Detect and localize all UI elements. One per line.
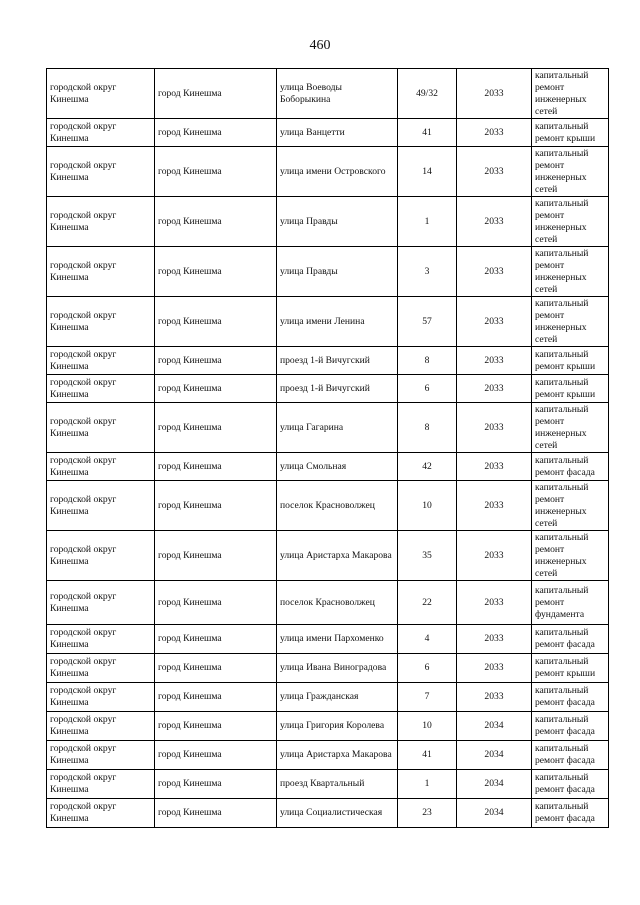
- city-cell: город Кинешма: [155, 654, 277, 683]
- house-number-cell: 3: [398, 247, 457, 297]
- work-type-cell: капитальный ремонт инженерных сетей: [532, 297, 609, 347]
- city-cell: город Кинешма: [155, 741, 277, 770]
- district-cell: городской округ Кинешма: [47, 581, 155, 625]
- city-cell: город Кинешма: [155, 197, 277, 247]
- house-number-cell: 1: [398, 770, 457, 799]
- district-cell: городской округ Кинешма: [47, 297, 155, 347]
- house-number-cell: 10: [398, 712, 457, 741]
- city-cell: город Кинешма: [155, 625, 277, 654]
- work-type-cell: капитальный ремонт инженерных сетей: [532, 69, 609, 119]
- year-cell: 2033: [457, 625, 532, 654]
- work-type-cell: капитальный ремонт фасада: [532, 683, 609, 712]
- street-cell: улица Гагарина: [277, 403, 398, 453]
- table-body: [47, 69, 609, 828]
- table-row: [47, 403, 609, 453]
- street-cell: улица имени Пархоменко: [277, 625, 398, 654]
- work-type-cell: капитальный ремонт крыши: [532, 654, 609, 683]
- year-cell: 2033: [457, 403, 532, 453]
- house-number-cell: 8: [398, 403, 457, 453]
- street-cell: улица Григория Королева: [277, 712, 398, 741]
- table-row: [47, 119, 609, 147]
- table-row: [47, 741, 609, 770]
- street-cell: улица Социалистическая: [277, 799, 398, 828]
- house-number-cell: 7: [398, 683, 457, 712]
- table-row: [47, 481, 609, 531]
- district-cell: городской округ Кинешма: [47, 654, 155, 683]
- year-cell: 2034: [457, 799, 532, 828]
- house-number-cell: 4: [398, 625, 457, 654]
- district-cell: городской округ Кинешма: [47, 453, 155, 481]
- house-number-cell: 14: [398, 147, 457, 197]
- work-type-cell: капитальный ремонт крыши: [532, 347, 609, 375]
- house-number-cell: 41: [398, 119, 457, 147]
- district-cell: городской округ Кинешма: [47, 741, 155, 770]
- city-cell: город Кинешма: [155, 581, 277, 625]
- work-type-cell: капитальный ремонт фасада: [532, 770, 609, 799]
- year-cell: 2033: [457, 69, 532, 119]
- district-cell: городской округ Кинешма: [47, 683, 155, 712]
- district-cell: городской округ Кинешма: [47, 712, 155, 741]
- city-cell: город Кинешма: [155, 712, 277, 741]
- year-cell: 2033: [457, 297, 532, 347]
- year-cell: 2033: [457, 481, 532, 531]
- work-type-cell: капитальный ремонт фасада: [532, 453, 609, 481]
- year-cell: 2034: [457, 741, 532, 770]
- work-type-cell: капитальный ремонт крыши: [532, 119, 609, 147]
- street-cell: улица Гражданская: [277, 683, 398, 712]
- city-cell: город Кинешма: [155, 799, 277, 828]
- house-number-cell: 35: [398, 531, 457, 581]
- table-row: [47, 247, 609, 297]
- table-row: [47, 347, 609, 375]
- city-cell: город Кинешма: [155, 297, 277, 347]
- house-number-cell: 1: [398, 197, 457, 247]
- street-cell: улица Аристарха Макарова: [277, 531, 398, 581]
- house-number-cell: 6: [398, 654, 457, 683]
- district-cell: городской округ Кинешма: [47, 770, 155, 799]
- work-type-cell: капитальный ремонт инженерных сетей: [532, 481, 609, 531]
- street-cell: проезд 1-й Вичугский: [277, 347, 398, 375]
- house-number-cell: 8: [398, 347, 457, 375]
- district-cell: городской округ Кинешма: [47, 531, 155, 581]
- table-row: [47, 297, 609, 347]
- city-cell: город Кинешма: [155, 770, 277, 799]
- work-type-cell: капитальный ремонт инженерных сетей: [532, 531, 609, 581]
- year-cell: 2033: [457, 247, 532, 297]
- work-type-cell: капитальный ремонт инженерных сетей: [532, 247, 609, 297]
- year-cell: 2033: [457, 453, 532, 481]
- work-type-cell: капитальный ремонт инженерных сетей: [532, 197, 609, 247]
- house-number-cell: 41: [398, 741, 457, 770]
- work-type-cell: капитальный ремонт фундамента: [532, 581, 609, 625]
- table-row: [47, 197, 609, 247]
- house-number-cell: 22: [398, 581, 457, 625]
- buildings-repair-table: [46, 68, 609, 828]
- year-cell: 2033: [457, 197, 532, 247]
- street-cell: поселок Красноволжец: [277, 581, 398, 625]
- work-type-cell: капитальный ремонт фасада: [532, 799, 609, 828]
- work-type-cell: капитальный ремонт инженерных сетей: [532, 147, 609, 197]
- year-cell: 2033: [457, 581, 532, 625]
- district-cell: городской округ Кинешма: [47, 625, 155, 654]
- street-cell: улица Правды: [277, 247, 398, 297]
- year-cell: 2033: [457, 119, 532, 147]
- house-number-cell: 6: [398, 375, 457, 403]
- year-cell: 2033: [457, 375, 532, 403]
- district-cell: городской округ Кинешма: [47, 69, 155, 119]
- table-row: [47, 531, 609, 581]
- city-cell: город Кинешма: [155, 347, 277, 375]
- table-row: [47, 69, 609, 119]
- year-cell: 2034: [457, 712, 532, 741]
- table-row: [47, 147, 609, 197]
- street-cell: улица Аристарха Макарова: [277, 741, 398, 770]
- table-row: [47, 654, 609, 683]
- street-cell: улица Ивана Виноградова: [277, 654, 398, 683]
- year-cell: 2033: [457, 147, 532, 197]
- house-number-cell: 10: [398, 481, 457, 531]
- district-cell: городской округ Кинешма: [47, 347, 155, 375]
- street-cell: улица Смольная: [277, 453, 398, 481]
- table-row: [47, 683, 609, 712]
- work-type-cell: капитальный ремонт инженерных сетей: [532, 403, 609, 453]
- district-cell: городской округ Кинешма: [47, 799, 155, 828]
- table-row: [47, 625, 609, 654]
- district-cell: городской округ Кинешма: [47, 481, 155, 531]
- house-number-cell: 49/32: [398, 69, 457, 119]
- work-type-cell: капитальный ремонт крыши: [532, 375, 609, 403]
- house-number-cell: 23: [398, 799, 457, 828]
- city-cell: город Кинешма: [155, 69, 277, 119]
- table-row: [47, 770, 609, 799]
- year-cell: 2033: [457, 683, 532, 712]
- work-type-cell: капитальный ремонт фасада: [532, 712, 609, 741]
- city-cell: город Кинешма: [155, 453, 277, 481]
- year-cell: 2033: [457, 347, 532, 375]
- street-cell: улица имени Ленина: [277, 297, 398, 347]
- city-cell: город Кинешма: [155, 683, 277, 712]
- street-cell: улица Правды: [277, 197, 398, 247]
- street-cell: поселок Красноволжец: [277, 481, 398, 531]
- table-row: [47, 799, 609, 828]
- city-cell: город Кинешма: [155, 247, 277, 297]
- house-number-cell: 42: [398, 453, 457, 481]
- work-type-cell: капитальный ремонт фасада: [532, 741, 609, 770]
- house-number-cell: 57: [398, 297, 457, 347]
- district-cell: городской округ Кинешма: [47, 375, 155, 403]
- street-cell: улица Ванцетти: [277, 119, 398, 147]
- district-cell: городской округ Кинешма: [47, 147, 155, 197]
- street-cell: улица Воеводы Боборыкина: [277, 69, 398, 119]
- table-row: [47, 581, 609, 625]
- table-row: [47, 712, 609, 741]
- district-cell: городской округ Кинешма: [47, 119, 155, 147]
- year-cell: 2034: [457, 770, 532, 799]
- city-cell: город Кинешма: [155, 481, 277, 531]
- page-number: 460: [309, 38, 331, 53]
- year-cell: 2033: [457, 531, 532, 581]
- year-cell: 2033: [457, 654, 532, 683]
- district-cell: городской округ Кинешма: [47, 247, 155, 297]
- city-cell: город Кинешма: [155, 403, 277, 453]
- city-cell: город Кинешма: [155, 531, 277, 581]
- street-cell: проезд Квартальный: [277, 770, 398, 799]
- district-cell: городской округ Кинешма: [47, 197, 155, 247]
- city-cell: город Кинешма: [155, 375, 277, 403]
- street-cell: улица имени Островского: [277, 147, 398, 197]
- district-cell: городской округ Кинешма: [47, 403, 155, 453]
- city-cell: город Кинешма: [155, 119, 277, 147]
- work-type-cell: капитальный ремонт фасада: [532, 625, 609, 654]
- street-cell: проезд 1-й Вичугский: [277, 375, 398, 403]
- table-row: [47, 453, 609, 481]
- city-cell: город Кинешма: [155, 147, 277, 197]
- table-row: [47, 375, 609, 403]
